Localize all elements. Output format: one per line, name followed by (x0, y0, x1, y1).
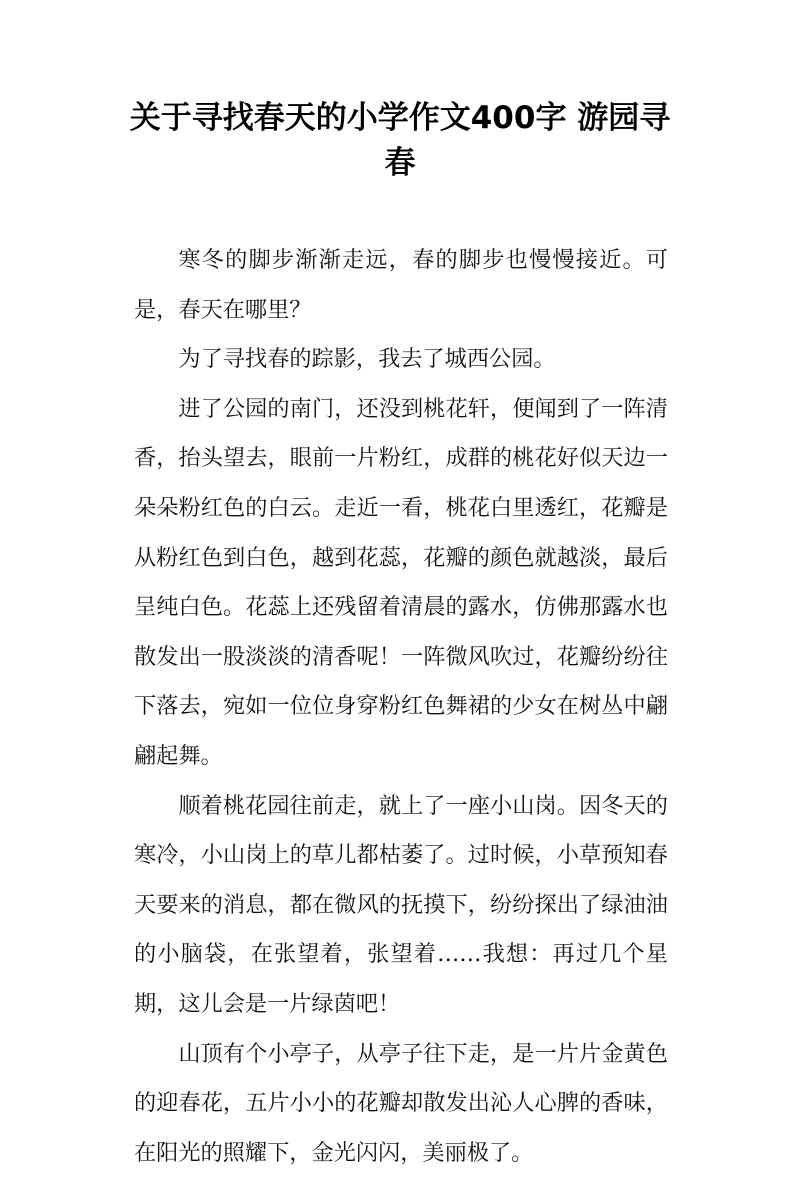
document-body (134, 236, 668, 1178)
document-title: 关于寻找春天的小学作文400字 游园寻春 (120, 96, 680, 186)
paragraph: 进了公园的南门，还没到桃花轩，便闻到了一阵清香，抬头望去，眼前一片粉红，成群的桃花好似天边一朵朵粉红色的白云。走近一看，桃花白里透红，花瓣是从粉红色到白色，越到花蕊，花瓣的颜色就越淡，最后呈纯白色。花蕊上还残留着清晨的露水，仿佛那露水也散发出一股淡淡的清香呢！一阵微风吹过，花瓣纷纷往下落去，宛如一位位身穿粉红色舞裙的少女在树丛中翩翩起舞。 (134, 385, 668, 782)
paragraph: 寒冬的脚步渐渐走远，春的脚步也慢慢接近。可是，春天在哪里？ (134, 236, 668, 335)
paragraph: 为了寻找春的踪影，我去了城西公园。 (134, 335, 668, 385)
paragraph: 山顶有个小亭子，从亭子往下走，是一片片金黄色的迎春花，五片小小的花瓣却散发出沁人心脾的香味，在阳光的照耀下，金光闪闪，美丽极了。 (134, 1030, 668, 1178)
paragraph: 顺着桃花园往前走，就上了一座小山岗。因冬天的寒冷，小山岗上的草儿都枯萎了。过时候，小草预知春天要来的消息，都在微风的抚摸下，纷纷探出了绿油油的小脑袋，在张望着，张望着……我想：再过几个星期，这儿会是一片绿茵吧！ (134, 782, 668, 1030)
